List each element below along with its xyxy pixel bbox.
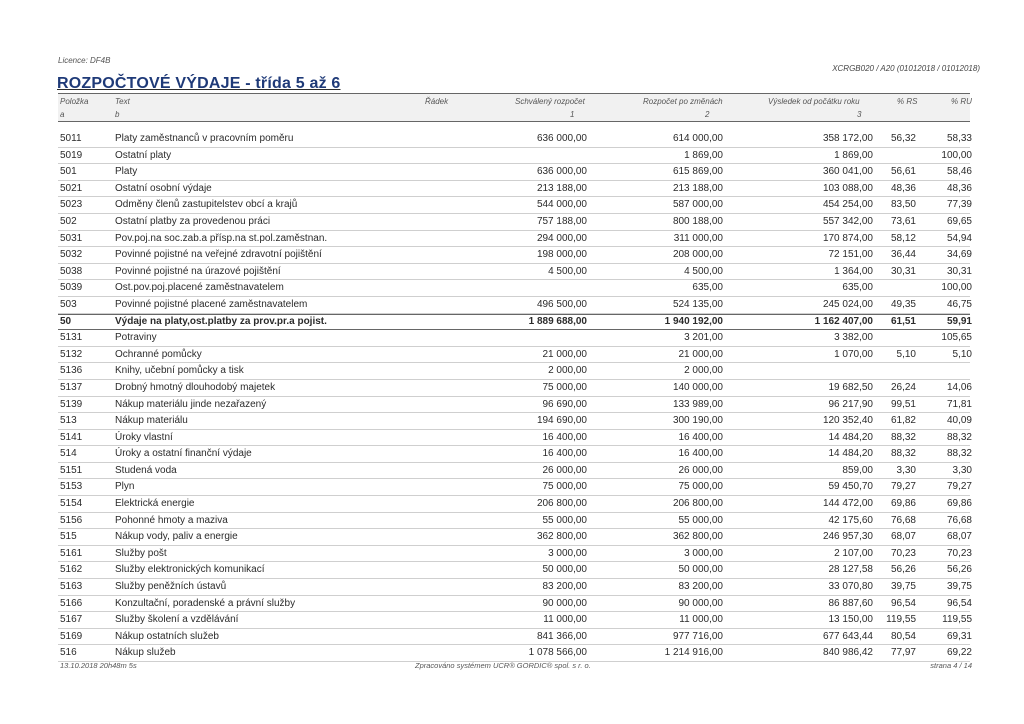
row-rs: 76,68 (890, 514, 916, 526)
row-rs: 61,82 (890, 415, 916, 427)
row-rs: 73,61 (890, 215, 916, 227)
row-zmeny: 311 000,00 (673, 232, 723, 244)
row-rs: 61,51 (890, 315, 916, 327)
row-ru: 69,86 (946, 498, 972, 510)
row-text: Odměny členů zastupitelstev obcí a krajů (115, 199, 298, 211)
licence-label: Licence: DF4B (58, 56, 111, 65)
row-code: 514 (60, 448, 77, 460)
col-header-vysledek: Výsledek od počátku roku (768, 97, 860, 106)
row-vysledek: 677 643,44 (822, 630, 873, 642)
row-text: Pohonné hmoty a maziva (115, 514, 228, 526)
row-ru: 71,81 (946, 398, 972, 410)
row-schvaleny: 841 366,00 (536, 630, 587, 642)
row-vysledek: 840 986,42 (822, 647, 873, 659)
row-rs: 88,32 (890, 448, 916, 460)
row-text: Nákup vody, paliv a energie (115, 531, 238, 543)
table-row (0, 214, 1024, 231)
row-rs: 88,32 (890, 431, 916, 443)
row-rs: 99,51 (890, 398, 916, 410)
row-text: Ostatní osobní výdaje (115, 182, 212, 194)
table-row (0, 562, 1024, 579)
row-zmeny: 16 400,00 (678, 431, 723, 443)
row-text: Pov.poj.na soc.zab.a přísp.na st.pol.zaměstnan. (115, 232, 328, 244)
row-rs: 58,12 (890, 232, 916, 244)
row-rs: 83,50 (890, 199, 916, 211)
row-code: 5131 (60, 332, 83, 344)
row-schvaleny: 55 000,00 (542, 514, 587, 526)
row-ru: 40,09 (946, 415, 972, 427)
row-text: Knihy, učební pomůcky a tisk (115, 365, 244, 377)
row-vysledek: 28 127,58 (828, 564, 873, 576)
row-vysledek: 144 472,00 (822, 498, 873, 510)
table-row (0, 314, 1024, 331)
row-schvaleny: 294 000,00 (536, 232, 587, 244)
row-vysledek: 3 382,00 (834, 332, 873, 344)
row-schvaleny: 16 400,00 (542, 448, 587, 460)
row-code: 5154 (60, 498, 83, 510)
row-vysledek: 454 254,00 (822, 199, 873, 211)
row-vysledek: 2 107,00 (834, 547, 873, 559)
row-code: 5139 (60, 398, 83, 410)
table-row (0, 197, 1024, 214)
table-row (0, 330, 1024, 347)
row-schvaleny: 757 188,00 (536, 215, 587, 227)
row-vysledek: 13 150,00 (828, 614, 873, 626)
row-zmeny: 90 000,00 (678, 597, 723, 609)
row-zmeny: 635,00 (692, 282, 723, 294)
row-text: Elektrická energie (115, 498, 195, 510)
row-rs: 30,31 (890, 265, 916, 277)
row-zmeny: 206 800,00 (672, 498, 723, 510)
row-rs: 68,07 (890, 531, 916, 543)
row-rs: 26,24 (890, 381, 916, 393)
row-rs: 49,35 (890, 298, 916, 310)
table-row (0, 629, 1024, 646)
row-code: 503 (60, 298, 77, 310)
row-rs: 96,54 (890, 597, 916, 609)
row-rs: 77,97 (890, 647, 916, 659)
row-zmeny: 3 201,00 (684, 332, 723, 344)
row-zmeny: 208 000,00 (672, 249, 723, 261)
row-zmeny: 587 000,00 (672, 199, 723, 211)
row-zmeny: 140 000,00 (672, 381, 723, 393)
row-text: Konzultační, poradenské a právní služby (115, 597, 296, 609)
row-vysledek: 33 070,80 (828, 581, 873, 593)
row-zmeny: 213 188,00 (672, 182, 723, 194)
row-vysledek: 557 342,00 (822, 215, 873, 227)
table-row (0, 479, 1024, 496)
row-zmeny: 75 000,00 (678, 481, 723, 493)
row-schvaleny: 11 000,00 (543, 614, 587, 626)
row-text: Drobný hmotný dlouhodobý majetek (115, 381, 276, 393)
col-sub-1: 1 (570, 110, 575, 119)
row-schvaleny: 1 889 688,00 (528, 315, 587, 327)
table-row (0, 231, 1024, 248)
col-header-zmeny: Rozpočet po změnách (643, 97, 723, 106)
row-text: Nákup materiálu (115, 415, 188, 427)
row-vysledek: 358 172,00 (822, 133, 873, 144)
row-ru: 58,46 (946, 166, 972, 178)
row-text: Služby elektronických komunikací (115, 564, 265, 576)
row-ru: 3,30 (952, 464, 972, 476)
row-zmeny: 800 188,00 (672, 215, 723, 227)
row-schvaleny: 194 690,00 (536, 415, 587, 427)
row-code: 5162 (60, 564, 83, 576)
row-code: 5166 (60, 597, 83, 609)
row-rs: 5,10 (896, 348, 916, 360)
row-vysledek: 59 450,70 (828, 481, 873, 493)
row-rs: 39,75 (890, 581, 916, 593)
row-ru: 59,91 (946, 315, 972, 327)
row-ru: 100,00 (941, 149, 972, 161)
table-row (0, 247, 1024, 264)
col-sub-b: b (115, 110, 120, 119)
row-zmeny: 83 200,00 (678, 581, 723, 593)
table-row (0, 513, 1024, 530)
row-zmeny: 4 500,00 (684, 265, 723, 277)
row-zmeny: 524 135,00 (672, 298, 723, 310)
row-vysledek: 14 484,20 (828, 448, 873, 460)
table-row (0, 612, 1024, 629)
row-text: Výdaje na platy,ost.platby za prov.pr.a pojist. (115, 315, 327, 327)
row-code: 5038 (60, 265, 83, 277)
row-code: 501 (60, 166, 77, 178)
row-code: 5167 (60, 614, 83, 626)
row-rs: 3,30 (896, 464, 916, 476)
row-text: Úroky vlastní (115, 431, 173, 443)
row-code: 5151 (60, 464, 83, 476)
row-text: Služby pošt (115, 547, 167, 559)
row-text: Povinné pojistné na úrazové pojištění (115, 265, 281, 277)
row-vysledek: 1 869,00 (834, 149, 873, 161)
row-code: 5039 (60, 282, 83, 294)
footer-system: Zpracováno systémem UCR® GORDIC® spol. s r. o. (415, 661, 591, 670)
row-vysledek: 120 352,40 (822, 415, 873, 427)
table-row (0, 413, 1024, 430)
table-row (0, 496, 1024, 513)
row-zmeny: 1 214 916,00 (664, 647, 723, 659)
header-top-rule (58, 93, 970, 94)
row-ru: 88,32 (946, 448, 972, 460)
table-row (0, 363, 1024, 380)
row-vysledek: 14 484,20 (828, 431, 873, 443)
table-row (0, 380, 1024, 397)
row-vysledek: 635,00 (842, 282, 873, 294)
row-vysledek: 1 162 407,00 (814, 315, 873, 327)
row-zmeny: 300 190,00 (672, 415, 723, 427)
row-code: 5011 (60, 133, 82, 144)
row-text: Služby školení a vzdělávání (115, 614, 239, 626)
row-schvaleny: 75 000,00 (542, 481, 587, 493)
row-text: Potraviny (115, 332, 157, 344)
row-ru: 100,00 (941, 282, 972, 294)
row-text: Ost.pov.poj.placené zaměstnavatelem (115, 282, 284, 294)
row-code: 5136 (60, 365, 83, 377)
row-schvaleny: 3 000,00 (548, 547, 587, 559)
row-rs: 70,23 (890, 547, 916, 559)
row-text: Platy zaměstnanců v pracovním poměru (115, 133, 294, 144)
row-text: Platy (115, 166, 138, 178)
table-row (0, 264, 1024, 281)
row-ru: 56,26 (946, 564, 972, 576)
table-row (0, 546, 1024, 563)
row-code: 516 (60, 647, 77, 659)
row-code: 5023 (60, 199, 83, 211)
col-sub-a: a (60, 110, 65, 119)
row-schvaleny: 26 000,00 (542, 464, 587, 476)
row-vysledek: 859,00 (842, 464, 873, 476)
row-schvaleny: 198 000,00 (536, 249, 587, 261)
table-row (0, 297, 1024, 314)
row-ru: 96,54 (946, 597, 972, 609)
row-schvaleny: 496 500,00 (536, 298, 587, 310)
row-schvaleny: 21 000,00 (542, 348, 587, 360)
row-text: Služby peněžních ústavů (115, 581, 227, 593)
row-code: 5031 (60, 232, 83, 244)
row-code: 50 (60, 315, 72, 327)
row-zmeny: 11 000,00 (679, 614, 723, 626)
col-header-ru: % RU (951, 97, 972, 106)
row-ru: 69,22 (946, 647, 972, 659)
col-header-rs: % RS (897, 97, 918, 106)
row-text: Úroky a ostatní finanční výdaje (115, 448, 252, 460)
row-schvaleny: 213 188,00 (536, 182, 587, 194)
row-zmeny: 21 000,00 (678, 348, 723, 360)
page-title: ROZPOČTOVÉ VÝDAJE - třída 5 až 6 (57, 75, 341, 92)
row-vysledek: 42 175,60 (828, 514, 873, 526)
row-code: 5163 (60, 581, 83, 593)
row-zmeny: 50 000,00 (678, 564, 723, 576)
row-vysledek: 360 041,00 (822, 166, 873, 178)
row-rs: 36,44 (890, 249, 916, 261)
footer-timestamp: 13.10.2018 20h48m 5s (60, 661, 137, 670)
col-sub-2: 2 (705, 110, 710, 119)
row-ru: 39,75 (946, 581, 972, 593)
table-row (0, 579, 1024, 596)
row-rs: 80,54 (890, 630, 916, 642)
row-ru: 46,75 (946, 298, 972, 310)
row-code: 5132 (60, 348, 83, 360)
row-text: Povinné pojistné na veřejné zdravotní pojištění (115, 249, 322, 261)
row-ru: 77,39 (946, 199, 972, 211)
row-ru: 14,06 (946, 381, 972, 393)
table-row (0, 181, 1024, 198)
footer-page: strana 4 / 14 (930, 661, 972, 670)
row-vysledek: 1 070,00 (834, 348, 873, 360)
table-row (0, 463, 1024, 480)
row-vysledek: 19 682,50 (828, 381, 873, 393)
row-schvaleny: 50 000,00 (542, 564, 587, 576)
row-rs: 69,86 (890, 498, 916, 510)
col-header-schvaleny: Schválený rozpočet (515, 97, 585, 106)
row-zmeny: 615 869,00 (672, 166, 723, 178)
row-vysledek: 170 874,00 (822, 232, 873, 244)
row-rs: 56,26 (890, 564, 916, 576)
row-text: Plyn (115, 481, 135, 493)
row-zmeny: 55 000,00 (678, 514, 723, 526)
header-bottom-rule (58, 121, 970, 122)
row-vysledek: 103 088,00 (822, 182, 873, 194)
row-code: 5137 (60, 381, 83, 393)
row-ru: 88,32 (946, 431, 972, 443)
row-vysledek: 96 217,90 (828, 398, 873, 410)
row-schvaleny: 1 078 566,00 (528, 647, 587, 659)
row-code: 5141 (60, 431, 83, 443)
row-schvaleny: 16 400,00 (542, 431, 587, 443)
row-text: Povinné pojistné placené zaměstnavatelem (115, 298, 308, 310)
row-text: Ostatní platy (115, 149, 172, 161)
row-ru: 30,31 (946, 265, 972, 277)
row-ru: 76,68 (946, 514, 972, 526)
row-zmeny: 362 800,00 (672, 531, 723, 543)
row-text: Studená voda (115, 464, 177, 476)
row-zmeny: 1 940 192,00 (664, 315, 723, 327)
row-ru: 119,55 (942, 614, 972, 626)
row-schvaleny: 75 000,00 (542, 381, 587, 393)
row-ru: 69,65 (946, 215, 972, 227)
row-ru: 69,31 (946, 630, 972, 642)
row-rs: 56,32 (890, 133, 916, 144)
row-code: 5019 (60, 149, 83, 161)
row-code: 515 (60, 531, 77, 543)
row-code: 5153 (60, 481, 83, 493)
row-text: Ochranné pomůcky (115, 348, 202, 360)
row-rs: 119,55 (886, 614, 916, 626)
table-row (0, 430, 1024, 447)
row-text: Ostatní platby za provedenou práci (115, 215, 271, 227)
row-zmeny: 133 989,00 (672, 398, 723, 410)
row-schvaleny: 83 200,00 (542, 581, 587, 593)
row-code: 5161 (60, 547, 83, 559)
table-row (0, 397, 1024, 414)
row-zmeny: 16 400,00 (678, 448, 723, 460)
row-ru: 105,65 (941, 332, 972, 344)
col-sub-3: 3 (857, 110, 862, 119)
row-zmeny: 2 000,00 (684, 365, 723, 377)
row-text: Nákup služeb (115, 647, 176, 659)
row-vysledek: 72 151,00 (828, 249, 873, 261)
table-row (0, 596, 1024, 613)
row-code: 502 (60, 215, 77, 227)
table-row (0, 645, 1024, 662)
row-ru: 34,69 (946, 249, 972, 261)
col-header-text: Text (115, 97, 130, 106)
row-ru: 48,36 (946, 182, 972, 194)
row-code: 5032 (60, 249, 83, 261)
row-text: Nákup materiálu jinde nezařazený (115, 398, 267, 410)
table-row (0, 529, 1024, 546)
row-code: 513 (60, 415, 77, 427)
row-ru: 70,23 (946, 547, 972, 559)
row-ru: 79,27 (946, 481, 972, 493)
row-zmeny: 614 000,00 (672, 133, 723, 144)
row-ru: 5,10 (952, 348, 972, 360)
row-zmeny: 26 000,00 (678, 464, 723, 476)
row-code: 5156 (60, 514, 83, 526)
row-ru: 68,07 (946, 531, 972, 543)
table-row (0, 280, 1024, 297)
table-row (0, 446, 1024, 463)
col-header-radek: Řádek (425, 97, 449, 106)
row-schvaleny: 2 000,00 (548, 365, 587, 377)
row-schvaleny: 362 800,00 (536, 531, 587, 543)
row-rs: 56,61 (890, 166, 916, 178)
row-zmeny: 3 000,00 (684, 547, 723, 559)
row-schvaleny: 4 500,00 (548, 265, 587, 277)
row-vysledek: 86 887,60 (828, 597, 873, 609)
col-header-polozka: Položka (60, 97, 89, 106)
row-schvaleny: 96 690,00 (542, 398, 587, 410)
row-schvaleny: 206 800,00 (536, 498, 587, 510)
row-vysledek: 246 957,30 (822, 531, 873, 543)
row-ru: 58,33 (946, 133, 972, 144)
row-rs: 48,36 (890, 182, 916, 194)
row-zmeny: 977 716,00 (672, 630, 723, 642)
row-code: 5169 (60, 630, 83, 642)
row-ru: 54,94 (946, 232, 972, 244)
row-schvaleny: 90 000,00 (542, 597, 587, 609)
row-vysledek: 245 024,00 (822, 298, 873, 310)
table-row (0, 347, 1024, 364)
row-rs: 79,27 (890, 481, 916, 493)
table-row (0, 131, 1024, 148)
budget-table (0, 131, 1024, 662)
row-schvaleny: 636 000,00 (536, 166, 587, 178)
table-row (0, 164, 1024, 181)
row-zmeny: 1 869,00 (684, 149, 723, 161)
row-vysledek: 1 364,00 (834, 265, 873, 277)
row-text: Nákup ostatních služeb (115, 630, 219, 642)
report-code: XCRGB020 / A20 (01012018 / 01012018) (832, 64, 980, 73)
row-schvaleny: 544 000,00 (536, 199, 587, 211)
table-row (0, 148, 1024, 165)
row-schvaleny: 636 000,00 (536, 133, 587, 144)
row-code: 5021 (60, 182, 83, 194)
